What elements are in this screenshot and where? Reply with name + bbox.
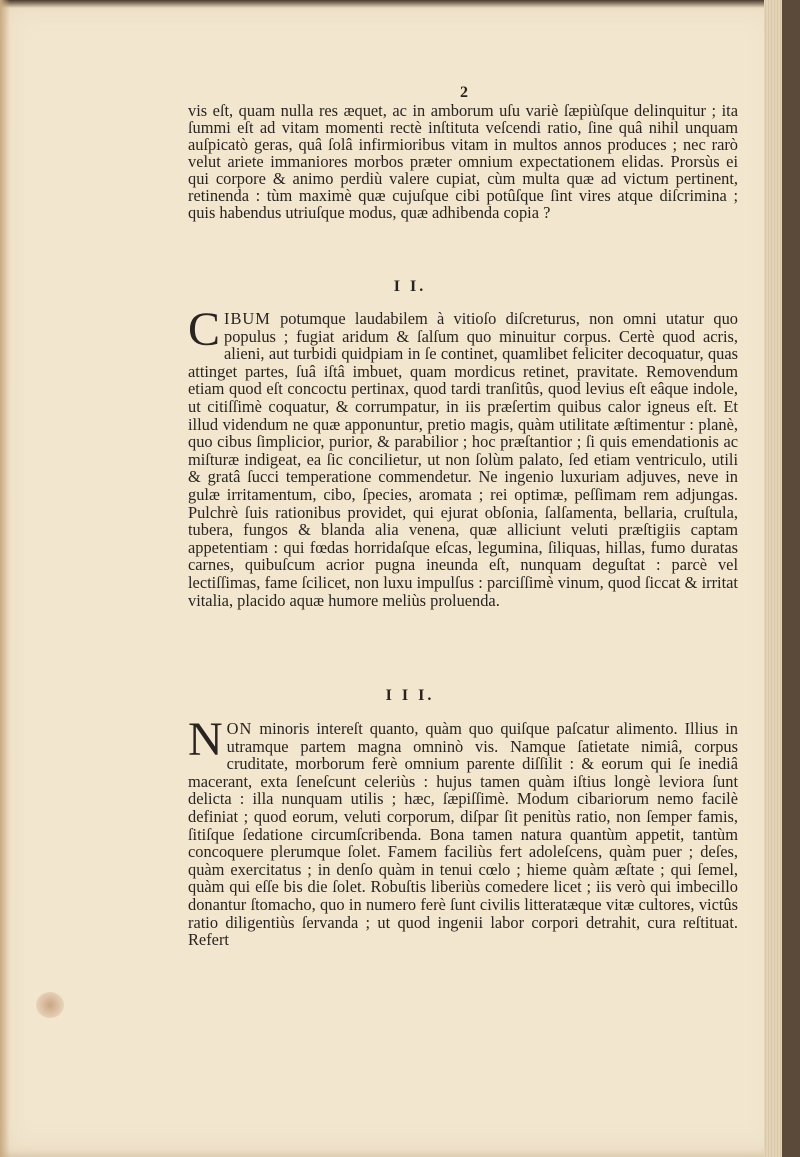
- intro-paragraph: vis eſt, quam nulla res æquet, ac in amborum uſu variè ſæpiùſque delinquitur ; ita ſummi eſt ad vitam momenti rectè inſtituta veſcendi ratio, ſine quâ nihil unquam auſpicatò geras, quâ ſolâ infirmioribus vitam in multos annos produces ; nec rarò velut ariete immaniores morbos præter omnium expectationem elidas. Prorsùs ei qui corpore & animo perdiù valere cupiat, cùm multa quæ ad victum pertinent, retinenda : tùm maximè quæ cujuſque cibi potûſque ſint vires atque diſcrimina ; quis habendus utriuſque modus, quæ adhibenda copia ?: [188, 101, 738, 222]
- page-top-shadow: [0, 0, 782, 8]
- page-fore-edge: [764, 0, 782, 1157]
- section-3-paragraph: [188, 713, 738, 950]
- section-heading-3: I I I.: [385, 687, 435, 704]
- section-2-paragraph: [188, 303, 738, 610]
- foxing-stain: [36, 992, 64, 1018]
- section-3-lead: ON: [226, 719, 253, 738]
- dropcap-c: C: [188, 303, 221, 356]
- section-2-lead: IBUM: [224, 309, 271, 328]
- page-number: 2: [460, 84, 468, 101]
- dropcap-n: N: [188, 713, 223, 766]
- section-2-text: potumque laudabilem à vitioſo diſcreturus, non omni utatur quo populus ; fugiat aridum & ſalſum quo minuitur corpus. Certè quod acris, alieni, aut turbidi quidpiam in ſe continet, quamlibet feliciter decoquatur, quas attinget partes, ſuâ iſtâ imbuet, quam mordicus retinet, pravitate. Removendum etiam quod eſt concoctu pertinax, quod tardi tranſitûs, quod levius eſt eâque indole, ut citiſſimè coquatur, & corrumpatur, in iis præſertim quibus calor igneus eſt. Et illud videndum ne quæ apponuntur, pretio magis, quàm utilitate æſtimentur : planè, quo cibus ſimplicior, purior, & parabilior ; hoc præſtantior ; ſi quis emendationis ac miſturæ indigeat, ea ſic concilietur, ut non ſolùm palato, ſed etiam ventriculo, utili & gratâ ſucci temperatione commendetur. Ne ingenio luxuriam adjuves, neve in gulæ irritamentum, cibo, ſpecies, aromata ; rei optimæ, peſſimam rem adjungas. Pulchrè ſuis rationibus providet, qui ejurat obſonia, ſalſamenta, bellaria, cruſtula, tubera, fungos & blanda alia venena, quæ alliciunt veluti præſtigiis captam appetentiam : qui fœdas horridaſque eſcas, legumina, ſiliquas, hillas, fumo duratas carnes, quibuſcum acrior pugna ineunda eſt, nunquam deguſtat : parcè vel lectiſſimas, fame ſcilicet, non luxu impulſus : parciſſimè vinum, quod ſiccat & irritat vitalia, placido aquæ humore meliùs proluenda.: [188, 309, 738, 610]
- section-heading-2: I I.: [393, 278, 427, 295]
- section-3-text: minoris intereſt quanto, quàm quo quiſque paſcatur alimento. Illius in utramque partem magna omninò vis. Namque ſatietate nimiâ, corpus cruditate, morborum ferè omnium parente diſſilit : & eorum qui ſe inediâ macerant, exta ſeneſcunt celeriùs : hujus tamen quàm iſtius longè leviora ſunt delicta : illa nunquam utilis ; hæc, ſæpiſſimè. Modum cibariorum nemo facilè definiat ; quod eorum, veluti corporum, diſpar ſit penitùs ratio, non ſemper famis, ſitiſque ſedatione circumſcribenda. Bona tamen natura quantùm appetit, tantùm concoquere plerumque ſolet. Famem faciliùs fert adoleſcens, quàm puer ; deſes, quàm exercitatus ; in denſo quàm in tenui cœlo ; hieme quàm æſtate ; qui ſemel, quàm qui eſſe bis die ſolet. Robuſtis liberiùs comedere licet ; iis verò qui imbecillo donantur ſtomacho, quo in numero ferè ſunt civilis litteratæque vitæ cultores, victûs ratio diligentiùs ſervanda ; ut quod ingenii labor corpori detrahit, cura reſtituat. Refert: [188, 719, 738, 950]
- gutter-shadow: [0, 0, 10, 1157]
